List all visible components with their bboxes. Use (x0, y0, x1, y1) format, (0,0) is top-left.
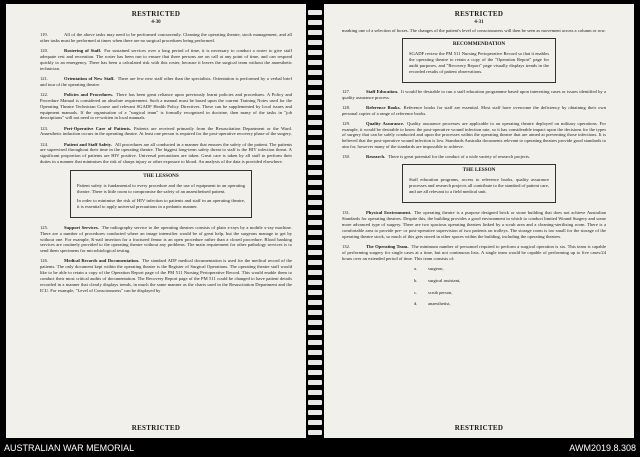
binding-coil (308, 150, 322, 155)
binding-coil (308, 210, 322, 215)
team-list-item (414, 301, 606, 307)
paragraph-heading: Physical Environment. (366, 210, 412, 216)
paragraph (40, 48, 292, 72)
binding-coil (308, 340, 322, 345)
binding-coil (308, 380, 322, 385)
paragraph-heading: Quality Assurance. (366, 120, 405, 126)
left-page-number: 4-30 (151, 20, 161, 25)
caption-bar (0, 441, 640, 457)
left-content (40, 32, 292, 298)
binding-coil (308, 30, 322, 35)
binding-coil (308, 350, 322, 355)
team-list-letter: b. (414, 277, 418, 283)
paragraph (342, 121, 606, 151)
team-list-letter: d. (414, 301, 418, 307)
right-page (324, 4, 634, 438)
left-header: RESTRICTED (131, 10, 181, 18)
lesson-box (402, 164, 556, 203)
binding-coil (308, 420, 322, 425)
paragraph (342, 244, 606, 262)
binding-coil (308, 310, 322, 315)
binding-coil (308, 220, 322, 225)
paragraph-number: 130. (342, 154, 351, 160)
binding-coil (308, 360, 322, 365)
caption-left: AUSTRALIAN WAR MEMORIAL (4, 443, 135, 453)
paragraph-heading: The Operating Team. (366, 243, 409, 249)
binding-coil (308, 250, 322, 255)
paragraph-text: Reference books for staff are essential. Most staff have overcome the deficiency by obtaining their own personal copies of a range of reference books. (342, 104, 606, 116)
right-paragraphs-after (342, 210, 606, 261)
paragraph-number: 128. (342, 104, 351, 110)
paragraph-number: 129. (342, 120, 351, 126)
binding-coil (308, 300, 322, 305)
team-list-text: anaesthetist, (428, 301, 451, 307)
recommendation-title: RECOMMENDATION (452, 41, 506, 48)
binding-coil (308, 200, 322, 205)
paragraph-text: It would be desirable to run a staff education programme based upon interesting cases or issues identified by a quality assurance process. (342, 88, 606, 100)
binding-coil (308, 110, 322, 115)
binding-coil (308, 290, 322, 295)
recommendation-text: SGADF review the PM 511 Nursing Perioperative Record so that it enables the operating theatre to retain a copy of the "Operation Report" page for audit purposes, and "Recovery Report" page visually displays trends in the recorded results of patient observations. (409, 51, 549, 74)
paragraph-number: 123. (40, 125, 49, 131)
paragraph-number: 119. (40, 32, 48, 37)
binding-coil (308, 170, 322, 175)
paragraph (40, 142, 292, 166)
team-list-text: surgeon, (428, 265, 444, 271)
paragraph (342, 105, 606, 117)
lesson-box-text: Staff education programs, access to reference books, quality assurance processes and research projects all contribute to the standard of patient care, and are all relevant to a field medical unit. (409, 177, 549, 195)
team-list-item (414, 266, 606, 272)
right-intro: marking one of a selection of boxes. The changes of the patient's level of consciousness will then be seen as movement across a column or row. (342, 28, 606, 33)
team-list-item (414, 278, 606, 284)
paragraph-text: The standard ADF medical documentation is used for the medical record of the patients. The only document kept within the operating theatre is the Register of Surgical Operations. The operating theatre staff would like to be able to retain a copy of the Operation Report page of the PM 511 Nursing Perioperative Record. This would enable them to conduct their most critical audits of documentation. The Recovery Report page of the PM 511 could be changed to have patient details recorded in a manner that clearly displays trends, in much the same manner as the charts used in the Resuscitation Department and the ICU. For example, "Level of Consciousness" can be displayed by (40, 258, 292, 293)
team-list-text: surgical assistant, (428, 277, 461, 283)
binding-coil (308, 160, 322, 165)
paragraph-heading: Rostering of Staff. (64, 48, 102, 53)
paragraph-number: 131. (342, 210, 351, 216)
lessons-box (70, 170, 252, 218)
spiral-binding (306, 0, 324, 457)
paragraph-text: There are few new staff other than the specialists. Orientation is performed by a verbal brief and tour of the operating theatre. (40, 75, 292, 87)
paragraph-text: For sustained services over a long period of time, it is necessary to conduct a roster to give staff adequate rest and recreation. The roster has been run to ensure that three persons are on call at any point of time, and can respond quickly to an emergency. There has been a calculated risk with this roster, because it leaves the surgical team without the anaesthetic technician. (40, 48, 292, 71)
team-list-letter: c. (414, 289, 418, 295)
paragraph-text: All procedures are all conducted in a manner that ensures the safety of the patient. The patients are supervised throughout their time in the operating theatre. The biggest long-term safety threat to staff is the HIV infection threat. A significant proportion of patients are HIV positive. Universal precautions are taken. Great care is taken by all staff to perform their duties in a manner that minimises the risk of sharps injury or other exposure to blood. An analysis of the data is provided elsewhere. (40, 141, 293, 165)
paragraph-text: There is great potential for the conduct of a wide variety of research projects. (388, 154, 531, 160)
recommendation-box (402, 38, 556, 83)
paragraph-heading: Medical Records and Documentation. (64, 258, 140, 264)
paragraph-number: 121. (40, 75, 49, 81)
team-list-item (414, 290, 606, 296)
paragraph-text: The radiography service to the operating theatres consists of plain x-rays by a mobile x-ray machine. There are a number of procedures conducted where an image intensifier would be of great help, but the surgeons manage to get by without one. For example, K-nail insertion for a fractured femur is an open procedure rather than a closed procedure. Blood banking services are routinely provided to the operating theatre without any problems. The main requirement for other pathology services is to send them specimens for microbiological testing. (40, 224, 292, 254)
paragraph (40, 258, 292, 293)
paragraph (40, 92, 292, 122)
paragraph (342, 154, 606, 160)
paragraph (40, 126, 292, 138)
right-header: RESTRICTED (454, 10, 504, 18)
paragraph (342, 210, 606, 240)
binding-coil (308, 80, 322, 85)
left-paragraphs-after (40, 225, 292, 294)
paragraph-text: The minimum number of personnel required to perform a surgical operation is six. This team is capable of performing surgery for single cases at a time, but not continuous lists. A single team would be capable of performing up to five cases/24 hours over an extended period of time. This team consists of: (342, 243, 606, 261)
paragraph-text: Patients are received primarily from the Resuscitation Department or the Ward. Anaesthetic induction occurs in the operating theatre. At least one person is required for the post-operative recovery phase of the surgery. (40, 125, 293, 137)
lessons-box-item: In order to minimise the risk of HIV infection to patients and staff in an operating theatre, it is essential to apply universal precautions in a pedantic manner. (77, 197, 245, 209)
binding-coil (308, 180, 322, 185)
paragraph-text: The operating theatre is a purpose designed brick or stone building that does not achieve Australian Standards for operating theatres. Despite this, the building provides a good environment in which to conduct limited Wound Surgery and some more advanced type of surgery. There are two spacious operating theatres linked by a scrub area and a cleaning-sterilising room. There is a comfortable area to provide pre- or post-operative supervision of two patients on trolleys. The storage room is too small for the storage of the operating theatre stock, so much of this gets stored in other spaces within the building, including the operating theatres. (342, 210, 606, 239)
binding-coil (308, 10, 322, 15)
paragraph-number: 127. (342, 88, 351, 94)
binding-coil (308, 130, 322, 135)
paragraph-text: All of the above tasks may need to be performed concurrently. Cleaning the operating theatre, stock management, and all other tasks must be performed at times when there are no surgical procedures being performed. (40, 32, 292, 43)
paragraph-number: 132. (342, 243, 351, 249)
binding-coil (308, 320, 322, 325)
binding-coil (308, 230, 322, 235)
paragraph-number: 125. (40, 224, 49, 230)
binding-coil (308, 330, 322, 335)
paragraph-number: 122. (40, 91, 49, 97)
paragraph-number: 124. (40, 141, 49, 147)
left-footer: RESTRICTED (131, 424, 181, 432)
binding-coil (308, 90, 322, 95)
left-paragraphs (40, 32, 292, 165)
binding-coil (308, 410, 322, 415)
binding-coil (308, 60, 322, 65)
lesson-box-title: THE LESSON (462, 167, 496, 174)
lessons-box-item: Patient safety is fundamental to every procedure and the use of equipment in an operating theatre. There is little room to compromise the safety of an anaesthetised patient. (77, 183, 245, 194)
binding-coil (308, 190, 322, 195)
paragraph-text: There has been great reliance upon previously learnt policies and procedures. A Policy and Procedure Manual is considered an absolute requirement. Such a manual must be based upon the current Training Notes used for the Operating Theatre Technician Course and relevant SGADF Health Policy Directives. These can be supplemented by local issues and equipment manuals. If the organisation of a "surgical team" is formally recognised in doctrine, then many of the tasks in "job descriptions" will not need to re-written in local manuals. (40, 91, 292, 121)
paragraph (40, 76, 292, 88)
paragraph-number: 126. (40, 258, 49, 264)
paragraph-heading: Orientation of New Staff. (64, 75, 115, 81)
binding-coil (308, 120, 322, 125)
team-list-text: scrub person, (428, 289, 453, 295)
caption-right: AWM2019.8.308 (569, 443, 636, 453)
right-content (342, 28, 606, 313)
paragraph-heading: Reference Books. (366, 104, 401, 110)
binding-coil (308, 100, 322, 105)
paragraph-heading: Staff Education. (366, 88, 399, 94)
binding-coil (308, 430, 322, 435)
binding-coil (308, 70, 322, 75)
team-list (414, 266, 606, 308)
team-list-letter: a. (414, 265, 418, 271)
binding-coil (308, 280, 322, 285)
paragraph-heading: Support Services. (64, 224, 99, 230)
paragraph (40, 32, 292, 44)
paragraph (342, 89, 606, 101)
paragraph-heading: Policies and Procedures. (64, 91, 114, 97)
paragraph-text: Quality assurance processes are applicable to an operating theatre deployed on military operations. For example, it would be desirable to know the post-operative wound infection rate, so it has considerable impact upon the decisions for the types of surgery that can be safely conducted and upon the processes within the operating theatre that are aimed at preventing those infections. It is believed that the post-operative wound infection is low. Standards Australia documents relevant to operating theatres provide good standards to aim for, however many of the standards are impossible to achieve. (342, 120, 606, 150)
right-footer: RESTRICTED (454, 424, 504, 432)
right-paragraphs (342, 89, 606, 161)
binding-coil (308, 400, 322, 405)
binding-coil (308, 240, 322, 245)
left-page (6, 4, 306, 438)
paragraph-heading: Research. (366, 154, 386, 160)
binding-coil (308, 260, 322, 265)
binding-coil (308, 140, 322, 145)
paragraph-heading: Patient and Staff Safety. (64, 141, 112, 147)
right-page-number: 4-31 (474, 20, 484, 25)
paragraph-number: 120. (40, 48, 49, 53)
binding-coil (308, 370, 322, 375)
binding-coil (308, 50, 322, 55)
binding-coil (308, 40, 322, 45)
paragraph-heading: Peri-Operative Care of Patients. (64, 125, 131, 131)
lessons-box-title: THE LESSONS (143, 173, 179, 180)
binding-coil (308, 270, 322, 275)
paragraph (40, 225, 292, 255)
binding-coil (308, 20, 322, 25)
binding-coil (308, 390, 322, 395)
